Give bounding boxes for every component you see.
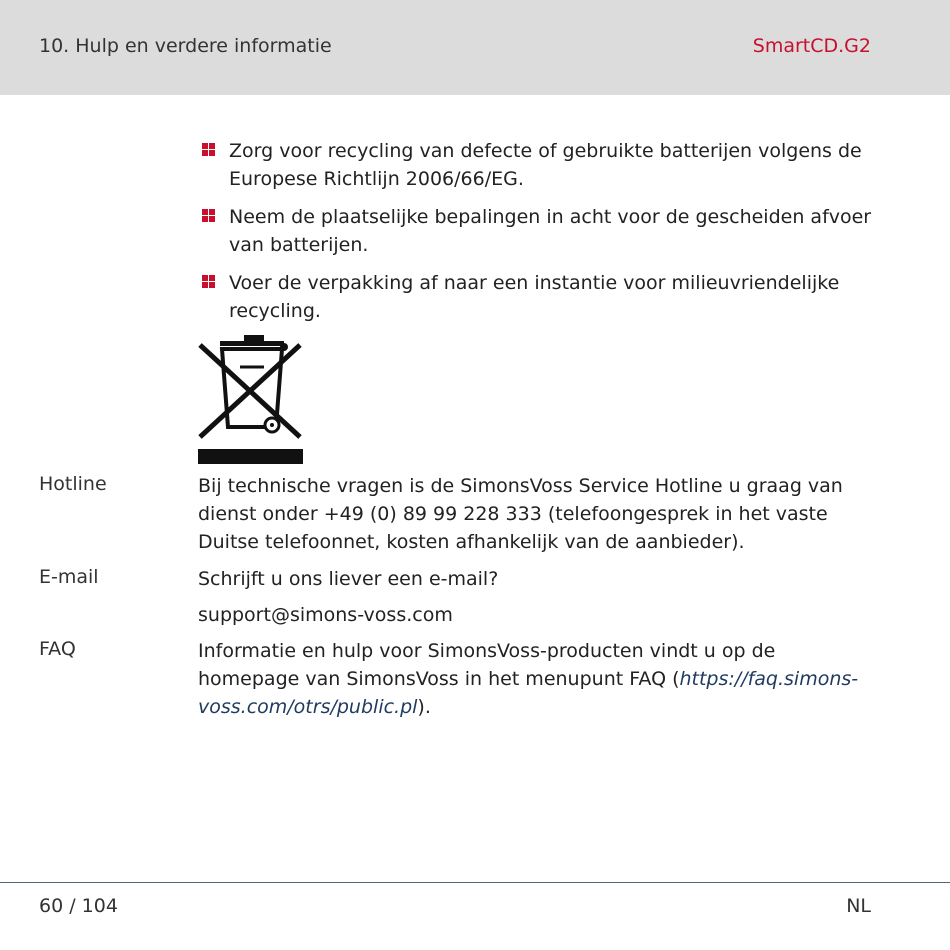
footer-divider	[0, 882, 950, 883]
product-name: SmartCD.G2	[752, 35, 871, 57]
section-title: 10. Hulp en verdere informatie	[39, 35, 332, 57]
language-code: NL	[846, 895, 871, 917]
crossed-out-wheelie-bin-icon	[196, 333, 306, 465]
hotline-text: Bij technische vragen is de SimonsVoss Service Hotline u graag van dienst onder +49 (0) 89 99 228 333 (telefoongesprek in het vaste Duitse telefoonnet, kosten afhankelijk van de aanbieder).	[198, 475, 843, 553]
faq-link[interactable]: https://faq.simons-voss.com/otrs/public.pl	[198, 668, 859, 718]
faq-text-before: Informatie en hulp voor SimonsVoss-producten vindt u op de homepage van SimonsVoss in het menupunt FAQ (	[198, 640, 776, 690]
list-item	[202, 137, 872, 193]
email-address[interactable]: support@simons-voss.com	[198, 604, 453, 626]
bullet-text: Zorg voor recycling van defecte of gebruikte batterijen volgens de Europese Richtlijn 2006/66/EG.	[229, 140, 862, 190]
list-item	[202, 269, 872, 325]
faq-text-after: ).	[417, 696, 431, 718]
email-label: E-mail	[39, 566, 99, 588]
faq-label: FAQ	[39, 638, 76, 660]
bullet-text: Neem de plaatselijke bepalingen in acht voor de gescheiden afvoer van batterijen.	[229, 206, 872, 256]
page-header	[0, 0, 950, 95]
bullet-icon	[202, 143, 215, 156]
page-number: 60 / 104	[39, 895, 118, 917]
hotline-label: Hotline	[39, 473, 107, 495]
disposal-bullet-list	[202, 137, 872, 335]
bullet-text: Voer de verpakking af naar een instantie voor milieuvriendelijke recycling.	[229, 272, 840, 322]
bullet-icon	[202, 275, 215, 288]
list-item	[202, 203, 872, 259]
email-question: Schrijft u ons liever een e-mail?	[198, 568, 499, 590]
faq-text	[198, 637, 873, 721]
bullet-icon	[202, 209, 215, 222]
